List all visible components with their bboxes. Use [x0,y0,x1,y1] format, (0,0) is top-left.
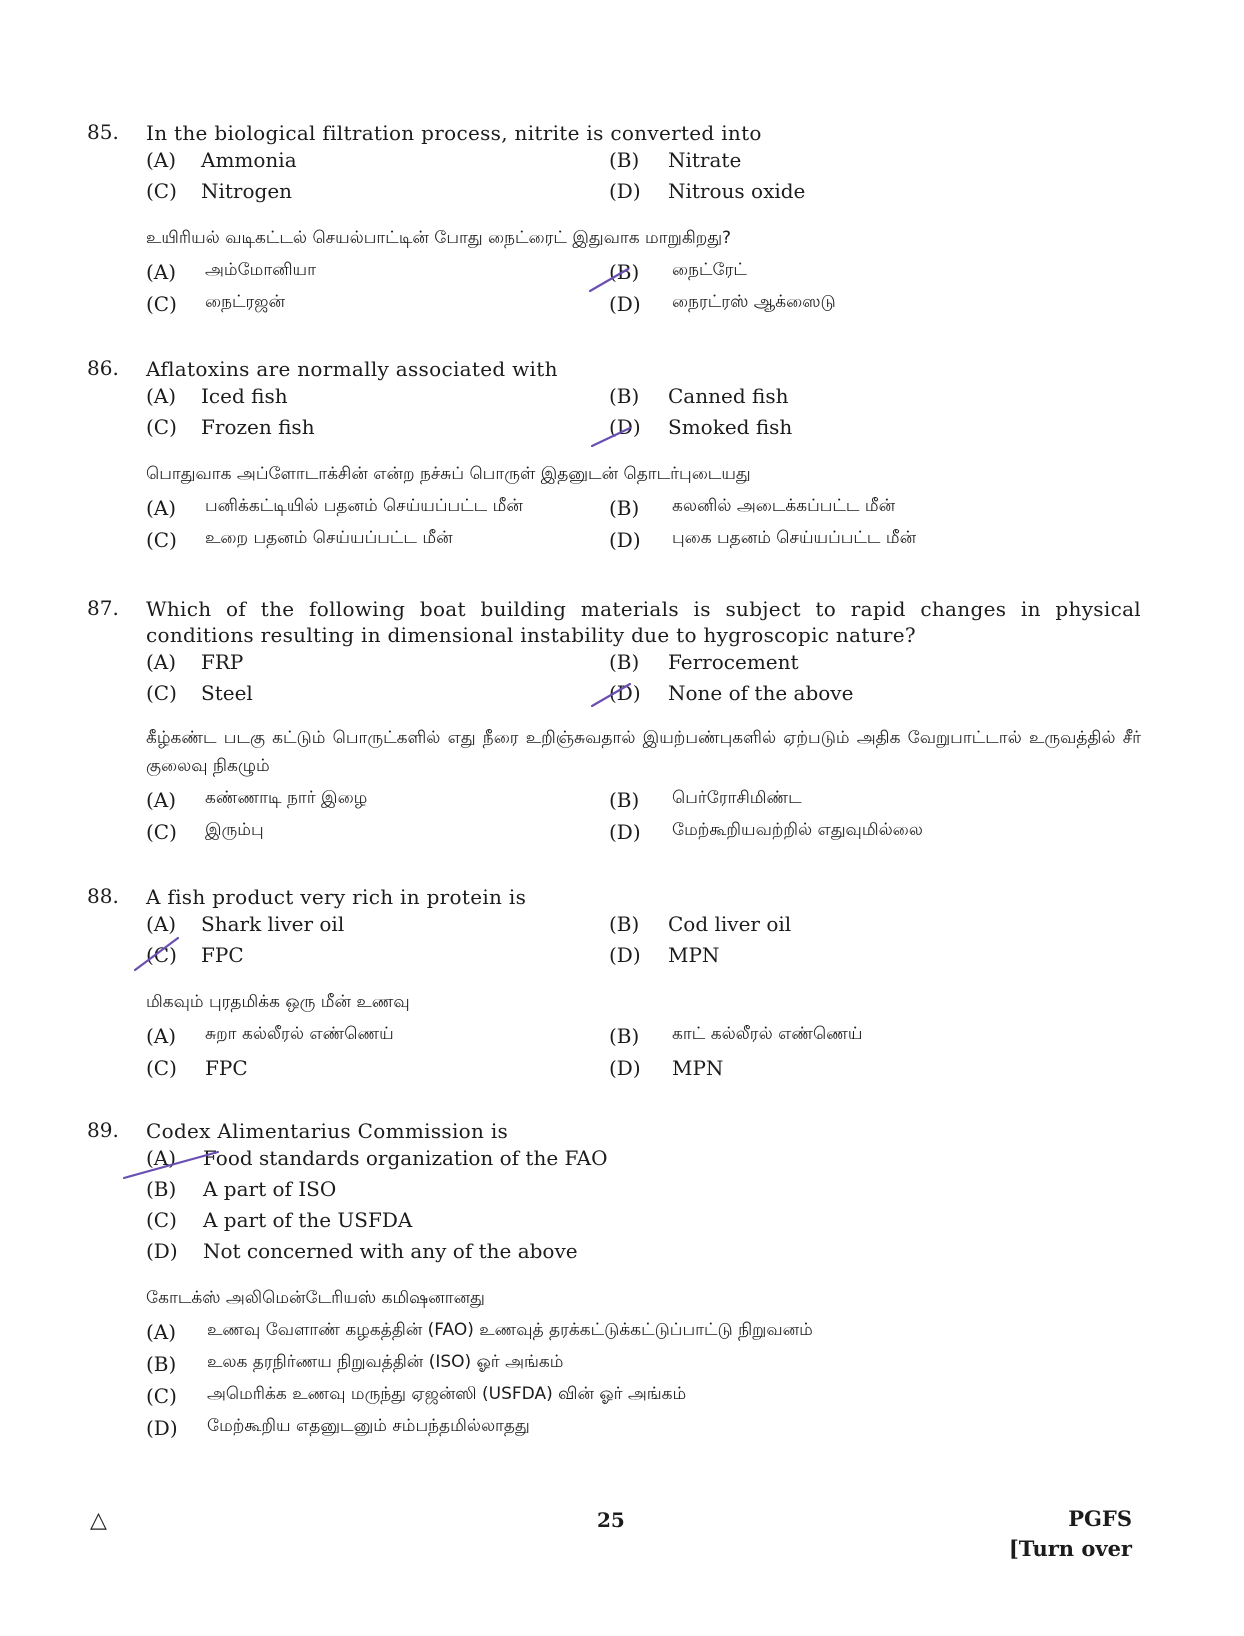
question-text-ta: கீழ்கண்ட படகு கட்டும் பொருட்களில் எது நீரை உறிஞ்சுவதால் இயற்பண்புகளில் ஏற்படும் அதிக வேறுபாட்டால் உருவத்தில் சீர் குலைவு நிகழும் [146,728,1141,776]
option-text: அம்மோனியா [205,260,316,280]
option-label: (A) [146,1024,177,1048]
question-text-ta: உயிரியல் வடிகட்டல் செயல்பாட்டின் போது நைட்ரைட் இதுவாக மாறுகிறது? [146,228,732,248]
option-label: (B) [609,1024,640,1048]
option-label: (B) [609,384,640,408]
question-85 [0,120,1244,324]
option-row [0,1177,1244,1208]
option-row-ta [0,1024,1244,1056]
option-row-ta [0,496,1244,528]
option-text: நைட்ரஜன் [205,292,285,312]
option-label: (B) [609,496,640,520]
option-text: FPC [205,1056,248,1080]
option-label: (B) [609,148,640,172]
option-row [0,415,1244,446]
option-text: கண்ணாடி நார் இழை [205,788,368,808]
option-text: பெர்ரோசிமிண்ட [672,788,802,808]
option-text: உறை பதனம் செய்யப்பட்ட மீன் [205,528,453,548]
option-row [0,148,1244,179]
option-text: உணவு வேளாண் கழகத்தின் (FAO) உணவுத் தரக்கட்டுக்கட்டுப்பாட்டு நிறுவனம் [207,1320,813,1340]
option-label: (A) [146,496,177,520]
option-text: உலக தரநிர்ணய நிறுவத்தின் (ISO) ஓர் அங்கம் [207,1352,564,1372]
option-label: (B) [609,788,640,812]
option-text: None of the above [668,681,854,705]
page-footer [0,1502,1244,1562]
option-row-ta [0,788,1244,820]
question-number: 87. [87,596,119,620]
option-label: (D) [609,681,641,705]
option-label: (C) [146,528,177,552]
option-label: (D) [609,943,641,967]
option-row-ta [0,292,1244,324]
option-label: (B) [146,1352,177,1376]
option-text: A part of ISO [203,1177,337,1201]
option-text: MPN [668,943,720,967]
question-number: 86. [87,356,119,380]
option-label: (D) [146,1416,178,1440]
option-label: (C) [146,1208,177,1232]
option-label: (D) [609,415,641,439]
question-text-en: Aflatoxins are normally associated with [146,357,558,381]
option-text: மேற்கூறியவற்றில் எதுவுமில்லை [672,820,923,840]
option-row-ta [0,1416,1244,1448]
option-row-ta [0,1056,1244,1088]
option-label: (B) [146,1177,177,1201]
option-row-ta [0,1320,1244,1352]
question-88 [0,884,1244,1088]
option-text: FPC [201,943,244,967]
option-label: (A) [146,148,177,172]
option-text: Nitrogen [201,179,293,203]
option-label: (C) [146,1384,177,1408]
option-label: (A) [146,788,177,812]
option-label: (D) [609,179,641,203]
option-row-ta [0,1384,1244,1416]
option-label: (A) [146,1146,177,1170]
option-label: (C) [146,681,177,705]
option-text: Food standards organization of the FAO [203,1146,608,1170]
option-row [0,384,1244,415]
option-row [0,1146,1244,1177]
option-row [0,650,1244,681]
option-label: (B) [609,912,640,936]
option-text: Smoked fish [668,415,793,439]
option-row [0,1239,1244,1270]
option-label: (C) [146,179,177,203]
option-text: காட் கல்லீரல் எண்ணெய் [672,1024,863,1044]
question-text-ta: பொதுவாக அப்ளோடாக்சின் என்ற நச்சுப் பொருள் இதனுடன் தொடர்புடையது [146,464,751,484]
option-row [0,681,1244,712]
option-text: அமெரிக்க உணவு மருந்து ஏஜன்ஸி (USFDA) வின் ஓர் அங்கம் [207,1384,687,1404]
option-row [0,1208,1244,1239]
turn-over-note: [Turn over [1008,1536,1132,1561]
option-text: A part of the USFDA [203,1208,413,1232]
option-text: சுறா கல்லீரல் எண்ணெய் [205,1024,394,1044]
option-label: (D) [146,1239,178,1263]
option-row [0,179,1244,210]
option-text: FRP [201,650,244,674]
option-text: Steel [201,681,253,705]
question-text-en: Which of the following boat building materials is subject to rapid changes in physical conditions resulting in dimensional instability due to hygroscopic nature? [146,597,1141,647]
option-label: (A) [146,912,177,936]
option-text: MPN [672,1056,724,1080]
question-86 [0,356,1244,560]
option-text: நைரட்ரஸ் ஆக்ஸைடு [672,292,836,312]
question-text-en: In the biological filtration process, nitrite is converted into [146,121,762,145]
option-row-ta [0,260,1244,292]
option-label: (D) [609,1056,641,1080]
option-text: Cod liver oil [668,912,792,936]
option-row-ta [0,1352,1244,1384]
question-89 [0,1118,1244,1448]
option-text: Nitrous oxide [668,179,806,203]
option-text: புகை பதனம் செய்யப்பட்ட மீன் [672,528,917,548]
option-label: (D) [609,292,641,316]
option-label: (B) [609,260,640,284]
option-text: Ammonia [201,148,297,172]
option-label: (A) [146,650,177,674]
option-row [0,912,1244,943]
option-label: (A) [146,1320,177,1344]
option-label: (C) [146,820,177,844]
option-text: Shark liver oil [201,912,345,936]
option-text: பனிக்கட்டியில் பதனம் செய்யப்பட்ட மீன் [205,496,523,516]
question-text-ta: மிகவும் புரதமிக்க ஒரு மீன் உணவு [146,992,410,1012]
option-label: (A) [146,260,177,284]
option-text: இரும்பு [205,820,264,840]
option-label: (C) [146,415,177,439]
option-text: கலனில் அடைக்கப்பட்ட மீன் [672,496,896,516]
option-label: (C) [146,292,177,316]
option-row-ta [0,820,1244,852]
option-label: (C) [146,1056,177,1080]
question-87 [0,596,1244,852]
triangle-icon: △ [90,1508,107,1533]
option-label: (C) [146,943,177,967]
option-label: (A) [146,384,177,408]
option-text: Canned fish [668,384,789,408]
option-row [0,943,1244,974]
option-text: மேற்கூறிய எதனுடனும் சம்பந்தமில்லாதது [207,1416,530,1436]
question-text-en: A fish product very rich in protein is [146,885,527,909]
option-text: Ferrocement [668,650,799,674]
question-number: 85. [87,120,119,144]
option-text: Nitrate [668,148,742,172]
paper-code: PGFS [1068,1506,1132,1531]
option-text: Not concerned with any of the above [203,1239,578,1263]
option-label: (B) [609,650,640,674]
option-label: (D) [609,528,641,552]
option-label: (D) [609,820,641,844]
option-row-ta [0,528,1244,560]
option-text: Iced fish [201,384,288,408]
page-number: 25 [597,1508,625,1532]
question-text-en: Codex Alimentarius Commission is [146,1119,509,1143]
question-number: 89. [87,1118,119,1142]
option-text: Frozen fish [201,415,315,439]
question-number: 88. [87,884,119,908]
option-text: நைட்ரேட் [672,260,747,280]
question-text-ta: கோடக்ஸ் அலிமென்டேரியஸ் கமிஷனானது [146,1288,485,1308]
